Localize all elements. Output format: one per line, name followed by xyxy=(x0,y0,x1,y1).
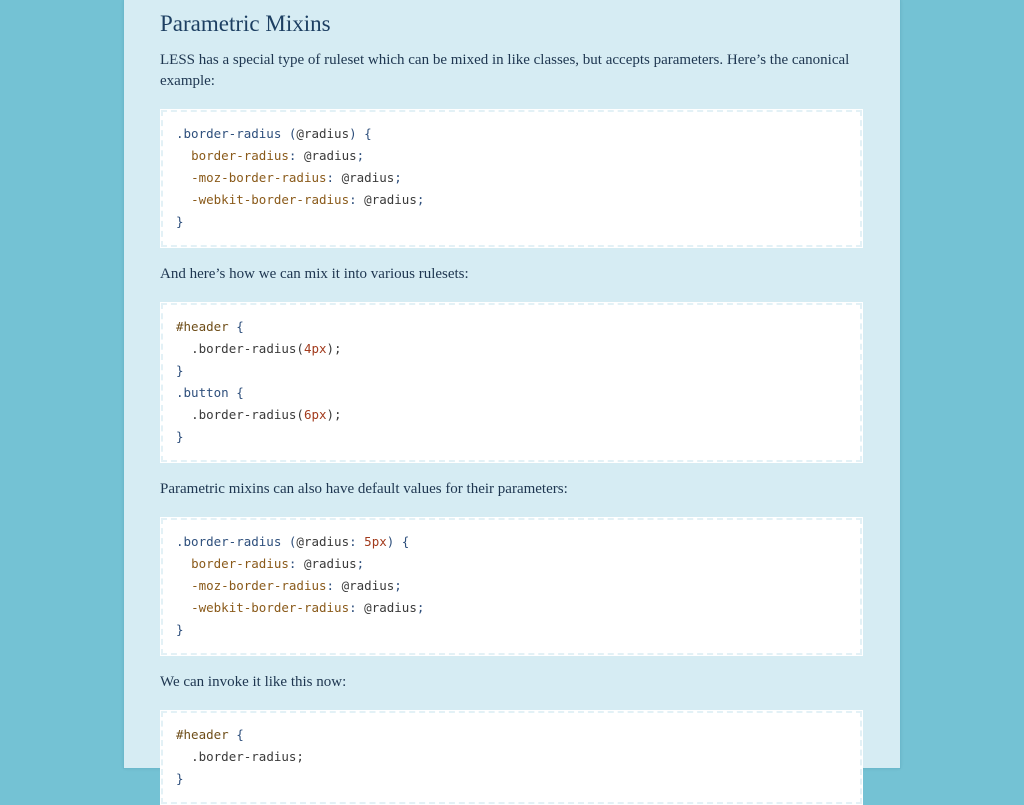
intro-paragraph: LESS has a special type of ruleset which can be mixed in like classes, but accepts parameters. Here’s the canonical example: xyxy=(160,52,850,89)
code-token xyxy=(176,341,191,356)
code-token: { xyxy=(228,319,244,334)
code-line xyxy=(176,619,847,641)
code-token: .border-radius xyxy=(176,534,289,549)
code-token xyxy=(176,600,191,615)
code-block-mixin-default-definition[interactable] xyxy=(160,517,863,656)
code-token: @radius xyxy=(341,170,395,185)
code-token: @radius xyxy=(303,556,357,571)
mix-intro-paragraph: And here’s how we can mix it into various rulesets: xyxy=(160,266,469,282)
code-line xyxy=(176,123,847,145)
code-token xyxy=(176,749,191,764)
code-token: .button xyxy=(176,385,229,400)
page-column xyxy=(124,0,900,786)
code-line xyxy=(176,189,847,211)
code-token: 4px xyxy=(303,341,327,356)
code-token: ; xyxy=(416,192,425,207)
code-token: @radius xyxy=(296,126,350,141)
code-line xyxy=(176,145,847,167)
code-token: } xyxy=(176,429,184,444)
code-token: ; xyxy=(394,170,402,185)
code-token: ); xyxy=(326,341,342,356)
code-line xyxy=(176,531,847,553)
code-line xyxy=(176,382,847,404)
code-line xyxy=(176,211,847,233)
code-token: @radius xyxy=(296,534,350,549)
content-area xyxy=(160,10,863,805)
code-token: ( xyxy=(288,534,297,549)
code-token: { xyxy=(228,727,244,742)
code-token: { xyxy=(228,385,244,400)
code-block-mixin-definition[interactable] xyxy=(160,109,863,248)
section-title: Parametric Mixins xyxy=(160,11,331,36)
code-token: .border-radius( xyxy=(191,341,304,356)
code-token: .border-radius; xyxy=(191,749,304,764)
defaults-intro-paragraph: Parametric mixins can also have default values for their parameters: xyxy=(160,481,568,497)
code-token xyxy=(176,556,191,571)
code-line xyxy=(176,575,847,597)
code-block-mixin-usage[interactable] xyxy=(160,302,863,463)
code-token: ( xyxy=(288,126,297,141)
code-token: : xyxy=(349,600,365,615)
code-block-mixin-default-usage[interactable] xyxy=(160,710,863,805)
code-token xyxy=(176,148,191,163)
code-token: ; xyxy=(356,148,365,163)
code-token xyxy=(176,407,191,422)
code-line xyxy=(176,746,847,768)
code-token: -moz-border-radius xyxy=(191,578,327,593)
code-token: : xyxy=(349,534,365,549)
code-token: .border-radius xyxy=(176,126,289,141)
code-token: } xyxy=(176,363,184,378)
code-line xyxy=(176,167,847,189)
code-token: ) { xyxy=(349,126,372,141)
code-line xyxy=(176,426,847,448)
code-token: ; xyxy=(394,578,402,593)
code-token: border-radius xyxy=(191,148,289,163)
code-token: : xyxy=(288,556,304,571)
code-token: .border-radius( xyxy=(191,407,304,422)
code-token: @radius xyxy=(364,600,417,615)
code-token: 6px xyxy=(303,407,327,422)
code-token: #header xyxy=(176,727,229,742)
code-token: : xyxy=(326,578,342,593)
code-line xyxy=(176,360,847,382)
code-token: ); xyxy=(326,407,342,422)
code-token: : xyxy=(349,192,365,207)
code-token: : xyxy=(326,170,342,185)
code-line xyxy=(176,338,847,360)
code-token xyxy=(176,192,191,207)
code-token: @radius xyxy=(303,148,357,163)
code-token: @radius xyxy=(341,578,395,593)
code-line xyxy=(176,768,847,790)
invoke-intro-paragraph: We can invoke it like this now: xyxy=(160,674,347,690)
code-token: } xyxy=(176,622,184,637)
code-line xyxy=(176,553,847,575)
code-token: ) { xyxy=(386,534,410,549)
code-token: -webkit-border-radius xyxy=(191,192,350,207)
code-token xyxy=(176,170,191,185)
code-line xyxy=(176,597,847,619)
code-line xyxy=(176,316,847,338)
code-token: #header xyxy=(176,319,229,334)
code-token xyxy=(176,578,191,593)
code-token: -moz-border-radius xyxy=(191,170,327,185)
code-line xyxy=(176,404,847,426)
code-token: } xyxy=(176,214,184,229)
code-token: ; xyxy=(356,556,365,571)
code-token: -webkit-border-radius xyxy=(191,600,350,615)
code-token: border-radius xyxy=(191,556,289,571)
code-line xyxy=(176,724,847,746)
code-token: 5px xyxy=(364,534,387,549)
code-token: } xyxy=(176,771,184,786)
code-token: ; xyxy=(416,600,425,615)
code-token: @radius xyxy=(364,192,417,207)
code-token: : xyxy=(288,148,304,163)
